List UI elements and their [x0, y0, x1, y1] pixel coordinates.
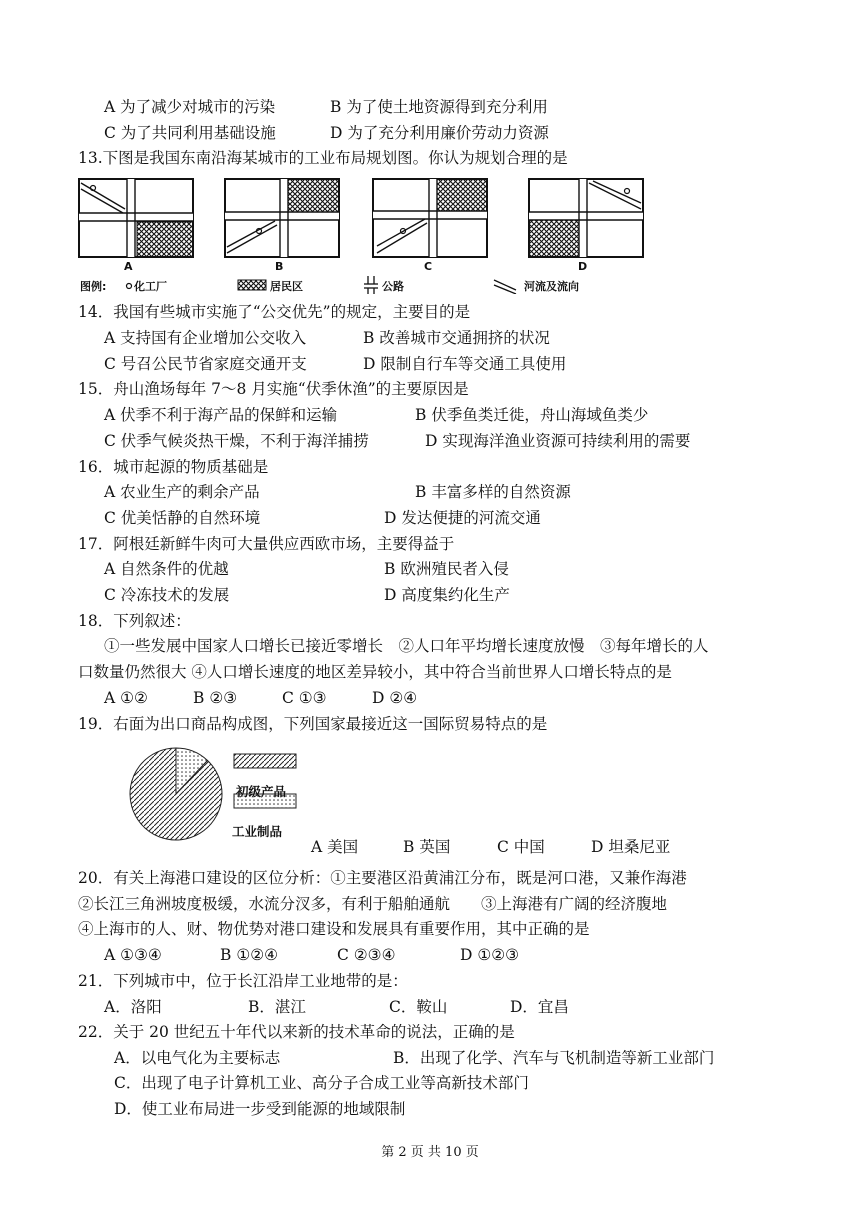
q17-stem: 17．阿根廷新鲜牛肉可大量供应西欧市场，主要得益于	[78, 535, 455, 553]
q13-stem: 13.下图是我国东南沿海某城市的工业布局规划图。你认为规划合理的是	[78, 149, 568, 167]
q15-stem: 15．舟山渔场每年 7～8 月实施“伏季休渔”的主要原因是	[78, 380, 469, 398]
legend-res-icon	[238, 280, 266, 290]
q22-option-c: C．出现了电子计算机工业、高分子合成工业等高新技术部门	[114, 1074, 529, 1092]
q20-option-c: C ②③④	[337, 946, 396, 964]
q20-line1: 20．有关上海港口建设的区位分析：①主要港区沿黄浦江分布，既是河口港，又兼作海港	[78, 869, 687, 887]
q21-option-b: B．湛江	[248, 998, 306, 1016]
q14-option-a: A 支持国有企业增加公交收入	[104, 329, 307, 347]
q18-option-b: B ②③	[193, 689, 238, 707]
q22-stem: 22．关于 20 世纪五十年代以来新的技术革命的说法，正确的是	[78, 1023, 515, 1041]
q17-option-a: A 自然条件的优越	[104, 560, 229, 578]
legend-river-label: 河流及流向	[524, 280, 579, 293]
q22-option-b: B．出现了化学、汽车与飞机制造等新工业部门	[393, 1049, 715, 1067]
panel-b	[225, 179, 339, 257]
q13-label-d: D	[578, 260, 588, 273]
q19-stem: 19．右面为出口商品构成图，下列国家最接近这一国际贸易特点的是	[78, 715, 548, 733]
q22-option-d: D．使工业布局进一步受到能源的地域限制	[114, 1100, 406, 1118]
q19-option-c: C 中国	[497, 838, 545, 856]
q16-option-a: A 农业生产的剩余产品	[104, 483, 260, 501]
legend-res-label: 居民区	[270, 280, 303, 293]
q18-option-a: A ①②	[104, 689, 148, 707]
q19-option-b: B 英国	[403, 838, 451, 856]
legend-chem-icon	[127, 284, 132, 289]
q18-option-d: D ②④	[372, 689, 418, 707]
q12-option-c: C 为了共同利用基础设施	[104, 124, 276, 142]
q21-option-a: A．洛阳	[104, 998, 162, 1016]
q14-option-b: B 改善城市交通拥挤的状况	[363, 329, 550, 347]
q12-option-d: D 为了充分利用廉价劳动力资源	[330, 124, 549, 142]
q13-label-b: B	[275, 260, 284, 273]
q20-option-a: A ①③④	[104, 946, 162, 964]
q18-line1: ①一些发展中国家人口增长已接近零增长 ②人口年平均增长速度放慢 ③每年增长的人	[104, 637, 709, 655]
q20-line2: ②长江三角洲坡度极缓，水流分汊多，有利于船舶通航 ③上海港有广阔的经济腹地	[78, 895, 668, 913]
q20-option-b: B ①②④	[220, 946, 279, 964]
legend-prefix: 图例:	[80, 280, 107, 293]
panel-d	[529, 179, 643, 257]
q16-stem: 16．城市起源的物质基础是	[78, 458, 269, 476]
q18-line2: 口数量仍然很大 ④人口增长速度的地区差异较小，其中符合当前世界人口增长特点的是	[78, 663, 672, 681]
q15-option-c: C 伏季气候炎热干燥，不利于海洋捕捞	[104, 432, 369, 450]
q22-option-a: A．以电气化为主要标志	[114, 1049, 281, 1067]
legend-road-icon	[364, 276, 378, 294]
q19-option-a: A 美国	[311, 838, 359, 856]
legend-industrial-label: 工业制品	[232, 824, 283, 839]
legend-primary-label: 初级产品	[236, 784, 287, 799]
q19-option-d: D 坦桑尼亚	[591, 838, 671, 856]
q16-option-d: D 发达便捷的河流交通	[384, 509, 541, 527]
q14-option-c: C 号召公民节省家庭交通开支	[104, 355, 307, 373]
page-footer: 第 2 页 共 10 页	[381, 1145, 479, 1160]
panel-a	[79, 179, 193, 257]
q20-option-d: D ①②③	[460, 946, 520, 964]
q13-label-c: C	[424, 260, 433, 273]
q21-option-c: C．鞍山	[389, 998, 448, 1016]
q14-stem: 14．我国有些城市实施了“公交优先”的规定，主要目的是	[78, 303, 471, 321]
q21-option-d: D．宜昌	[510, 998, 569, 1016]
q17-option-d: D 高度集约化生产	[384, 586, 510, 604]
q18-option-c: C ①③	[282, 689, 327, 707]
q15-option-b: B 伏季鱼类迁徙，舟山海域鱼类少	[415, 406, 649, 424]
legend-chem-label: 化工厂	[134, 280, 167, 293]
panel-c	[373, 179, 487, 257]
q12-option-a: A 为了减少对城市的污染	[104, 98, 276, 116]
legend-primary-swatch	[234, 754, 296, 768]
q13-label-a: A	[124, 260, 133, 273]
q12-option-b: B 为了使土地资源得到充分利用	[330, 98, 548, 116]
q15-option-a: A 伏季不利于海产品的保鲜和运输	[104, 406, 338, 424]
q16-option-c: C 优美恬静的自然环境	[104, 509, 261, 527]
q21-stem: 21．下列城市中，位于长江沿岸工业地带的是：	[78, 972, 408, 990]
q14-option-d: D 限制自行车等交通工具使用	[363, 355, 567, 373]
q13-figure	[76, 176, 656, 294]
q18-stem: 18．下列叙述：	[78, 612, 191, 630]
pie-slices	[130, 748, 222, 840]
q20-line3: ④上海市的人、财、物优势对港口建设和发展具有重要作用，其中正确的是	[78, 920, 590, 938]
q17-option-c: C 冷冻技术的发展	[104, 586, 230, 604]
q17-option-b: B 欧洲殖民者入侵	[384, 560, 509, 578]
legend-road-label: 公路	[382, 280, 404, 293]
q15-option-d: D 实现海洋渔业资源可持续利用的需要	[425, 432, 691, 450]
legend-river-icon	[494, 280, 516, 294]
q16-option-b: B 丰富多样的自然资源	[415, 483, 571, 501]
